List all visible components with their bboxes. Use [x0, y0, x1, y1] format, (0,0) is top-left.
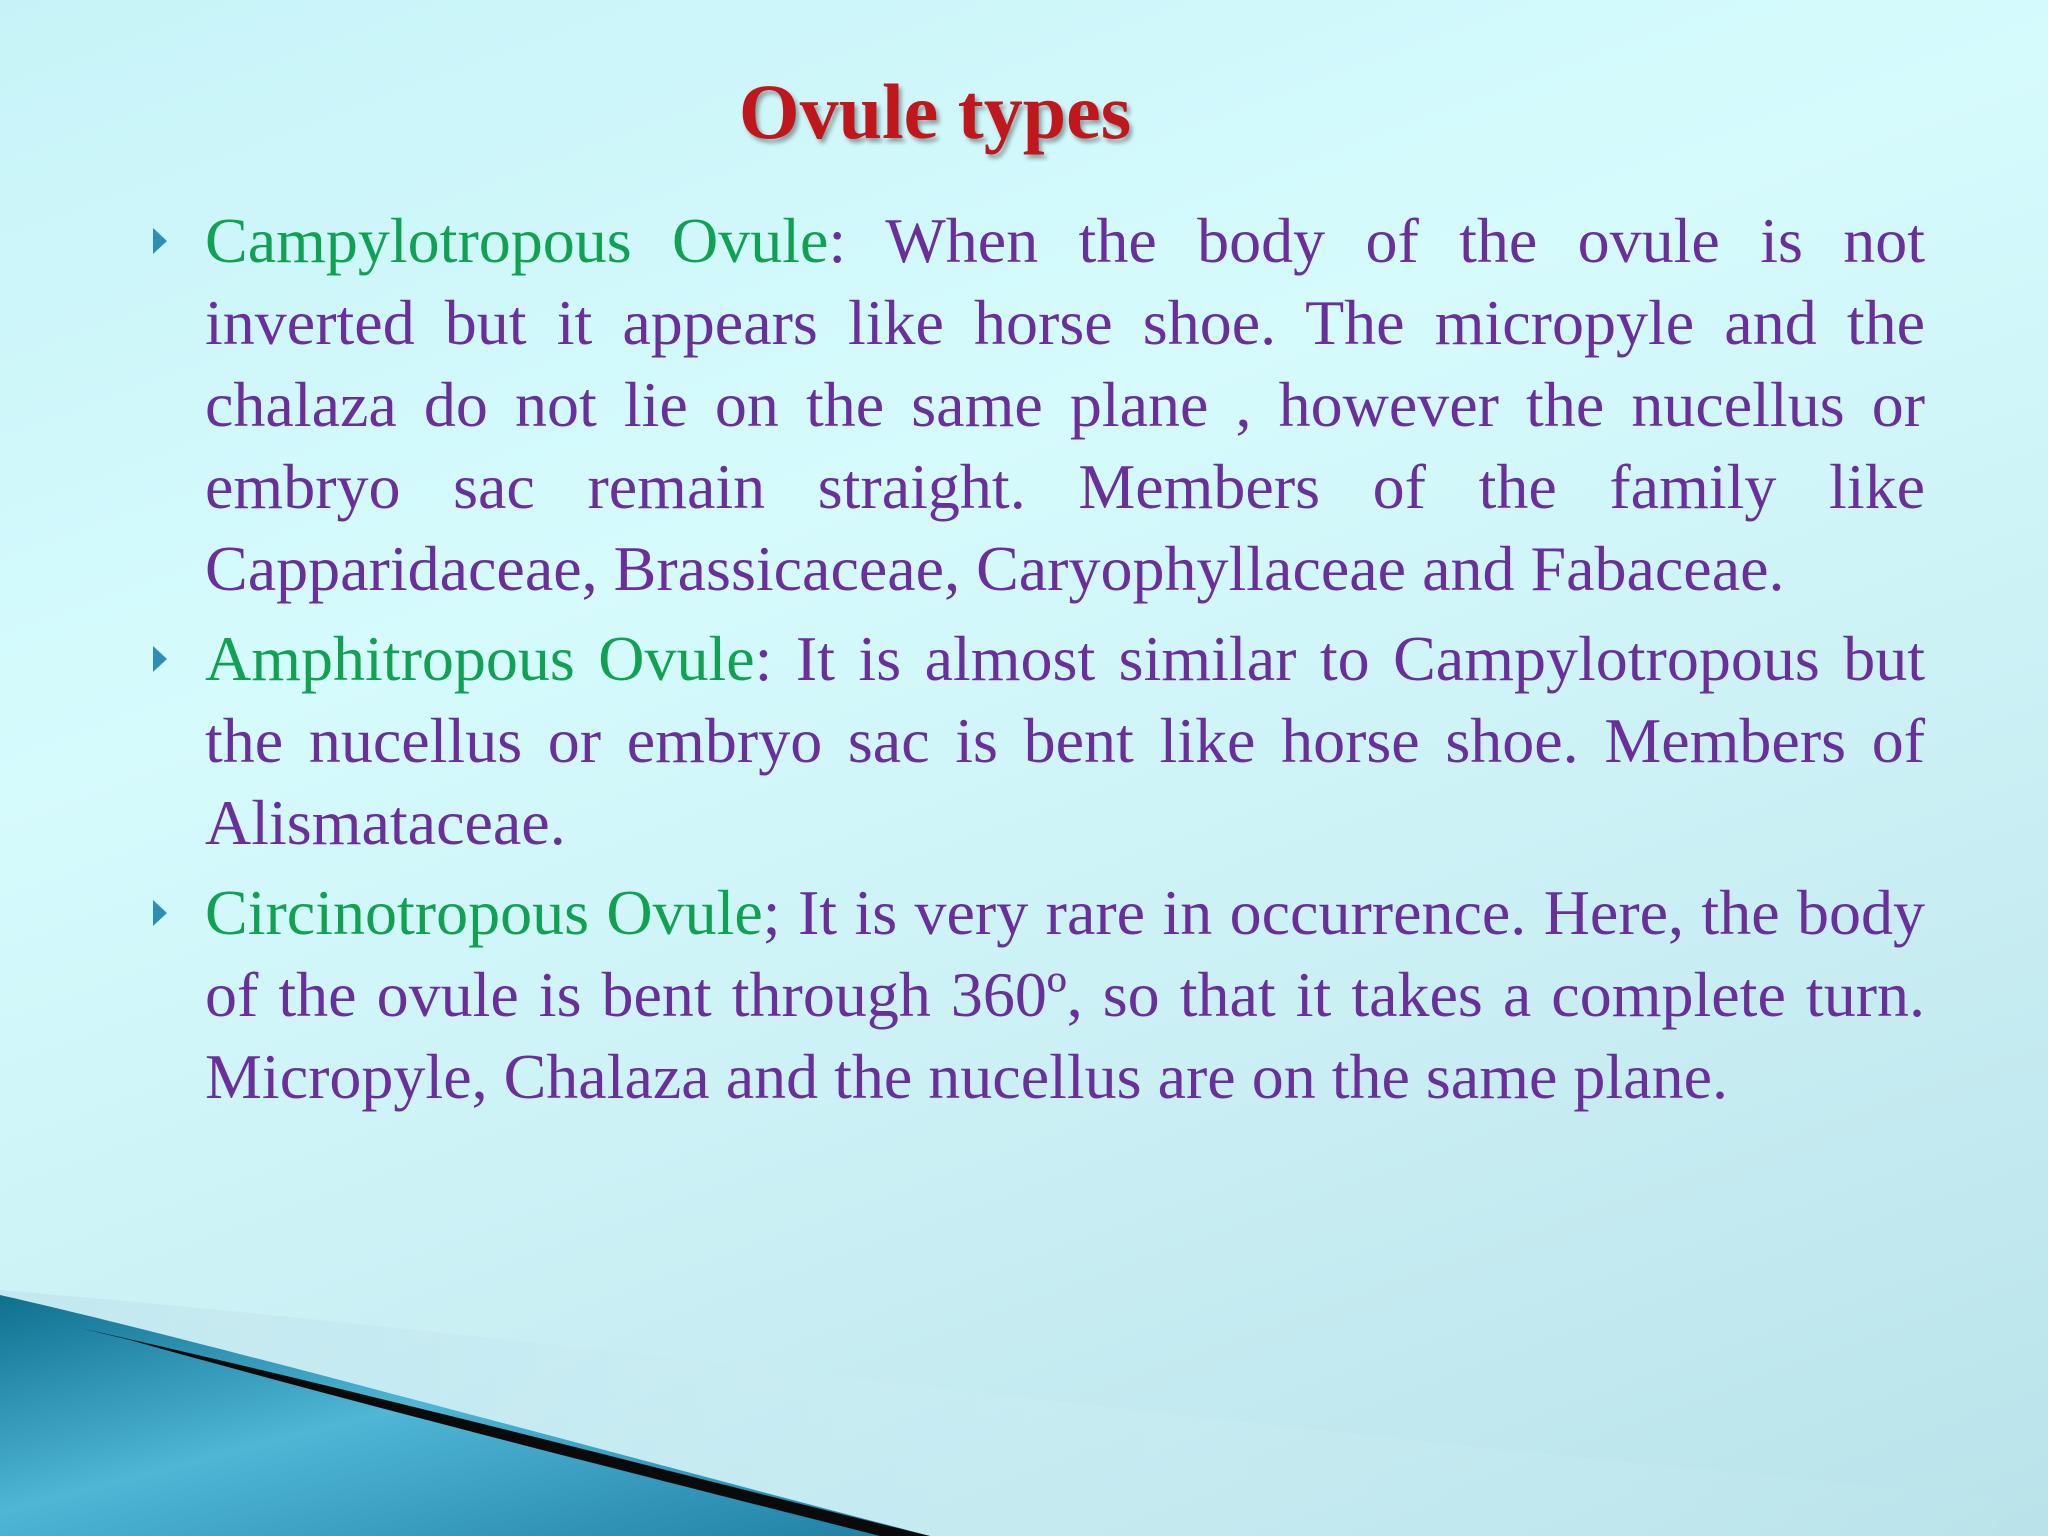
slide-title: Ovule types	[738, 68, 1132, 155]
bullet-description: : When the body of the ovule is not inverted but it appears like horse shoe. The micropyle and the chalaza do not lie on the same plane , however the nucellus or embryo sac remain straight. Members of the family like Capparidaceae, Brassicaceae, Caryophyllaceae and Fabaceae.	[205, 205, 1926, 604]
triangle-right-icon	[153, 228, 167, 254]
bullet-text	[205, 200, 1925, 610]
bullet-term: Campylotropous Ovule	[205, 205, 829, 276]
bullet-amphitropous	[145, 618, 1925, 864]
bullet-description: ; It is very rare in occurrence. Here, the body of the ovule is bent through 360º, so that it takes a complete turn. Micropyle, Chalaza and the nucellus are on the same plane.	[205, 877, 1926, 1112]
triangle-right-icon	[153, 646, 167, 672]
bullet-campylotropous	[145, 200, 1925, 610]
bullet-description: : It is almost similar to Campylotropous but the nucellus or embryo sac is bent like horse shoe. Members of Alismataceae.	[205, 623, 1925, 858]
bullet-list	[145, 200, 1925, 1126]
bullet-circinotropous	[145, 872, 1925, 1118]
bullet-text	[205, 618, 1925, 864]
bullet-term: Circinotropous Ovule	[205, 877, 763, 948]
bullet-text	[205, 872, 1925, 1118]
bullet-term: Amphitropous Ovule	[205, 623, 755, 694]
triangle-right-icon	[153, 900, 167, 926]
